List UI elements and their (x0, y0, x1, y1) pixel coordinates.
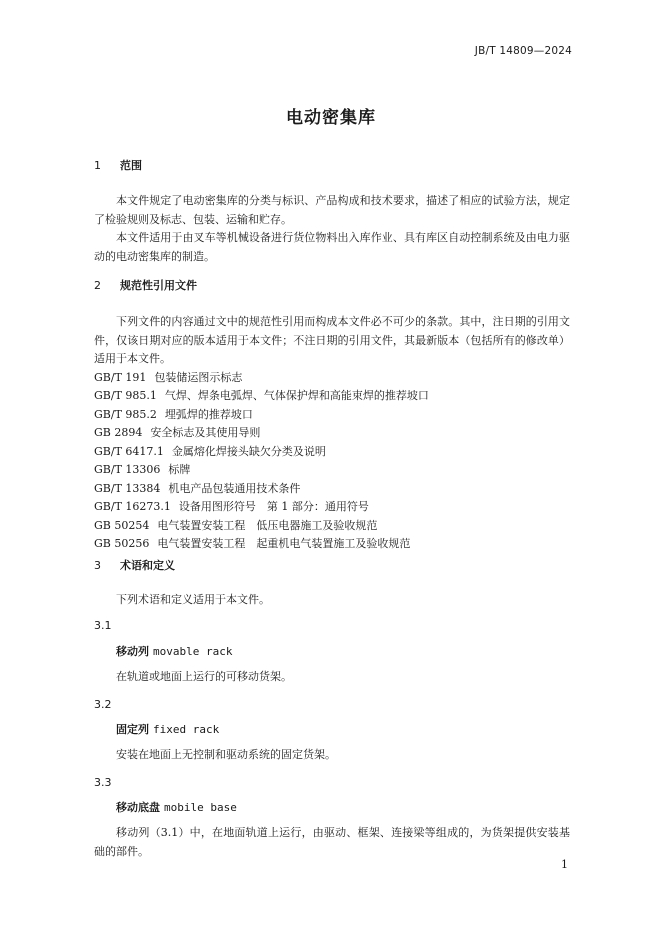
reference-item (94, 480, 570, 499)
term-entry (94, 643, 592, 662)
reference-name: 安全标志及其使用导则 (150, 426, 261, 439)
reference-item (94, 517, 570, 536)
reference-item (94, 424, 570, 443)
section-2-body (94, 313, 570, 554)
section-number: 2 (94, 279, 101, 292)
reference-code: GB/T 13306 (94, 463, 161, 476)
reference-name: 电气装置安装工程 起重机电气装置施工及验收规范 (157, 537, 411, 550)
term-entry (94, 721, 592, 740)
section-title: 规范性引用文件 (120, 279, 197, 292)
term-english: movable rack (153, 645, 233, 658)
reference-code: GB/T 985.1 (94, 389, 157, 402)
term-english: mobile base (164, 801, 237, 814)
section-title: 范围 (120, 159, 142, 172)
reference-item (94, 461, 570, 480)
section-number: 3 (94, 559, 101, 572)
section-1-body (94, 192, 570, 266)
term-name: 移动底盘 (116, 801, 160, 814)
term-english: fixed rack (153, 723, 220, 736)
term-entry (94, 799, 592, 818)
term-number: 3.2 (94, 698, 112, 711)
reference-item (94, 535, 570, 554)
terms-intro-block (94, 591, 570, 610)
section-2-heading (94, 277, 570, 296)
document-title: 电动密集库 (286, 108, 376, 128)
reference-name: 电气装置安装工程 低压电器施工及验收规范 (157, 518, 378, 532)
reference-name: 气焊、焊条电弧焊、气体保护焊和高能束焊的推荐坡口 (164, 389, 429, 402)
section-3-heading (94, 557, 570, 576)
reference-code: GB/T 6417.1 (94, 444, 164, 458)
reference-item (94, 443, 570, 462)
reference-code: GB/T 16273.1 (94, 500, 171, 513)
scope-paragraph: 本文件规定了电动密集库的分类与标识、产品构成和技术要求，描述了相应的试验方法，规定了检验规则及标志、包装、运输和贮存。 (94, 194, 570, 226)
reference-item (94, 406, 570, 425)
term-definition: 安装在地面上无控制和驱动系统的固定货架。 (116, 748, 336, 761)
standard-code: JB/T 14809—2024 (474, 45, 572, 57)
reference-code: GB/T 13384 (94, 481, 161, 495)
term-definition: 移动列（3.1）中，在地面轨道上运行，由驱动、框架、连接梁等组成的，为货架提供安装基础的部件。 (94, 826, 570, 858)
term-definition-block (94, 668, 570, 687)
term-name: 固定列 (116, 723, 149, 736)
references-intro: 下列文件的内容通过文中的规范性引用而构成本文件必不可少的条款。其中，注日期的引用文件，仅该日期对应的版本适用于本文件；不注日期的引用文件，其最新版本（包括所有的修改单）适用于本文件。 (94, 315, 570, 365)
reference-code: GB 2894 (94, 426, 143, 439)
reference-item (94, 498, 570, 517)
reference-item (94, 387, 570, 406)
section-title: 术语和定义 (120, 559, 175, 572)
reference-list (94, 369, 570, 554)
term-definition-block (94, 746, 570, 765)
reference-name: 埋弧焊的推荐坡口 (164, 407, 253, 421)
term-definition-block (94, 824, 570, 861)
term-definition: 在轨道或地面上运行的可移动货架。 (116, 670, 292, 683)
reference-code: GB 50256 (94, 537, 150, 550)
reference-code: GB 50254 (94, 518, 150, 532)
term-name: 移动列 (116, 645, 149, 658)
section-1-heading (94, 157, 570, 176)
reference-name: 设备用图形符号 第 1 部分：通用符号 (178, 500, 369, 513)
scope-paragraph: 本文件适用于由叉车等机械设备进行货位物料出入库作业、具有库区自动控制系统及由电力驱动的电动密集库的制造。 (94, 231, 570, 263)
reference-code: GB/T 985.2 (94, 407, 157, 421)
reference-name: 标牌 (168, 463, 191, 476)
reference-code: GB/T 191 (94, 370, 147, 384)
reference-item (94, 369, 570, 388)
term-number: 3.1 (94, 619, 112, 632)
section-number: 1 (94, 159, 101, 172)
page-number: 1 (561, 858, 568, 871)
reference-name: 金属熔化焊接头缺欠分类及说明 (171, 444, 326, 458)
terms-intro: 下列术语和定义适用于本文件。 (116, 593, 270, 606)
term-number: 3.3 (94, 776, 112, 789)
reference-name: 包装储运图示标志 (154, 370, 243, 384)
reference-name: 机电产品包装通用技术条件 (168, 481, 301, 495)
